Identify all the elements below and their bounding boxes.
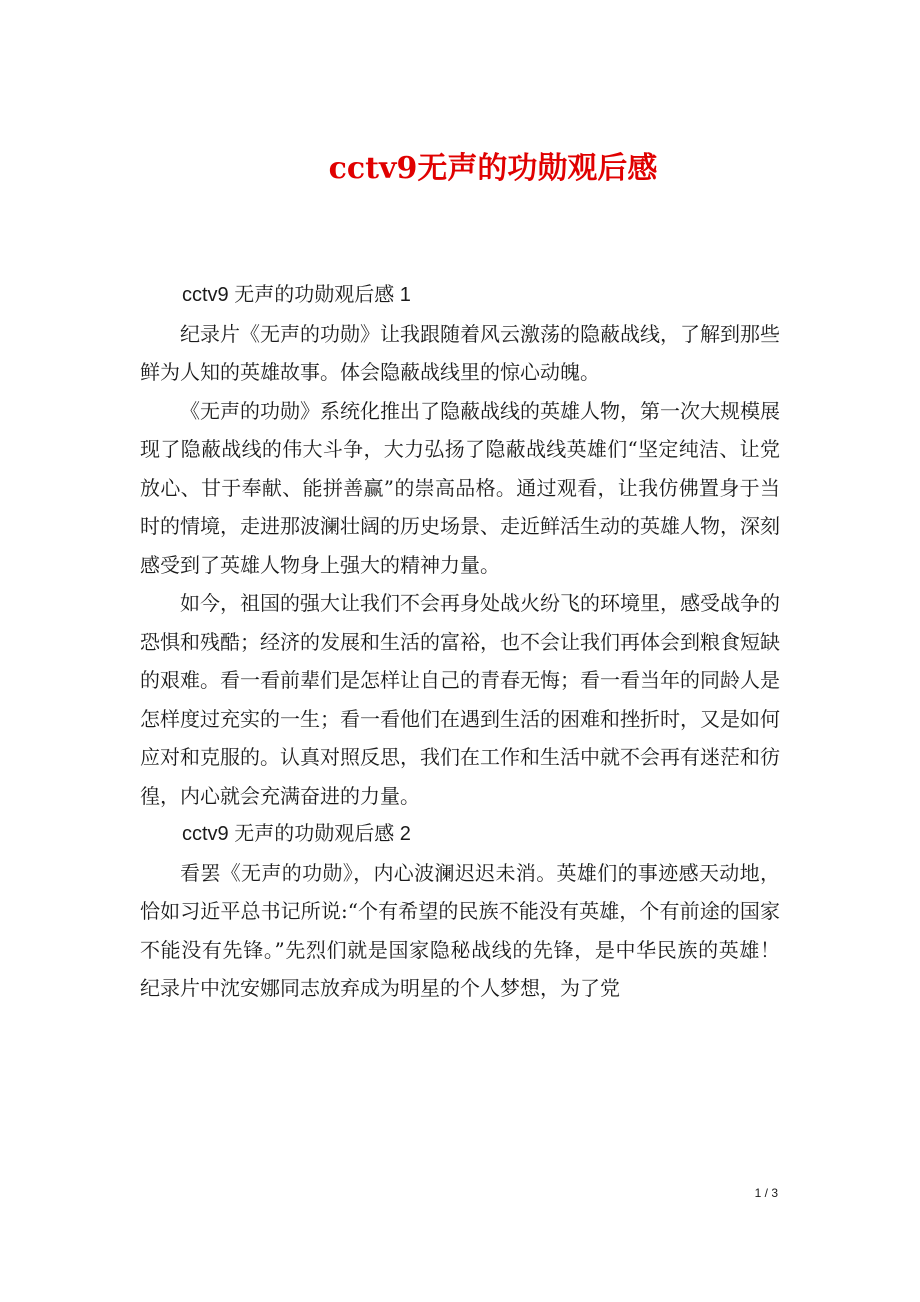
document-body xyxy=(140,276,780,1008)
paragraph: 《无声的功勋》系统化推出了隐蔽战线的英雄人物，第一次大规模展现了隐蔽战线的伟大斗争，大力弘扬了隐蔽战线英雄们“坚定纯洁、让党放心、甘于奉献、能拼善赢”的崇高品格。通过观看，让我仿佛置身于当时的情境，走进那波澜壮阔的历史场景、走近鲜活生动的英雄人物，深刻感受到了英雄人物身上强大的精神力量。 xyxy=(140,398,780,577)
document-title: cctv9无声的功勋观后感 xyxy=(328,151,658,186)
paragraph: 纪录片《无声的功勋》让我跟随着风云激荡的隐蔽战线，了解到那些鲜为人知的英雄故事。体会隐蔽战线里的惊心动魄。 xyxy=(140,321,780,384)
section-heading-2: cctv9 无声的功勋观后感 2 xyxy=(182,823,411,845)
page-number: 1 / 3 xyxy=(754,1186,778,1200)
paragraph: 如今，祖国的强大让我们不会再身处战火纷飞的环境里，感受战争的恐惧和残酷；经济的发展和生活的富裕，也不会让我们再体会到粮食短缺的艰难。看一看前辈们是怎样让自己的青春无悔；看一看当年的同龄人是怎样度过充实的一生；看一看他们在遇到生活的困难和挫折时，又是如何应对和克服的。认真对照反思，我们在工作和生活中就不会再有迷茫和彷徨，内心就会充满奋进的力量。 xyxy=(140,591,780,808)
section-heading-1: cctv9 无声的功勋观后感 1 xyxy=(182,284,411,306)
paragraph: 看罢《无声的功勋》，内心波澜迟迟未消。英雄们的事迹感天动地，恰如习近平总书记所说:“个有希望的民族不能没有英雄，个有前途的国家不能没有先锋。”先烈们就是国家隐秘战线的先锋，是中华民族的英雄！纪录片中沈安娜同志放弃成为明星的个人梦想，为了党 xyxy=(140,860,780,1000)
